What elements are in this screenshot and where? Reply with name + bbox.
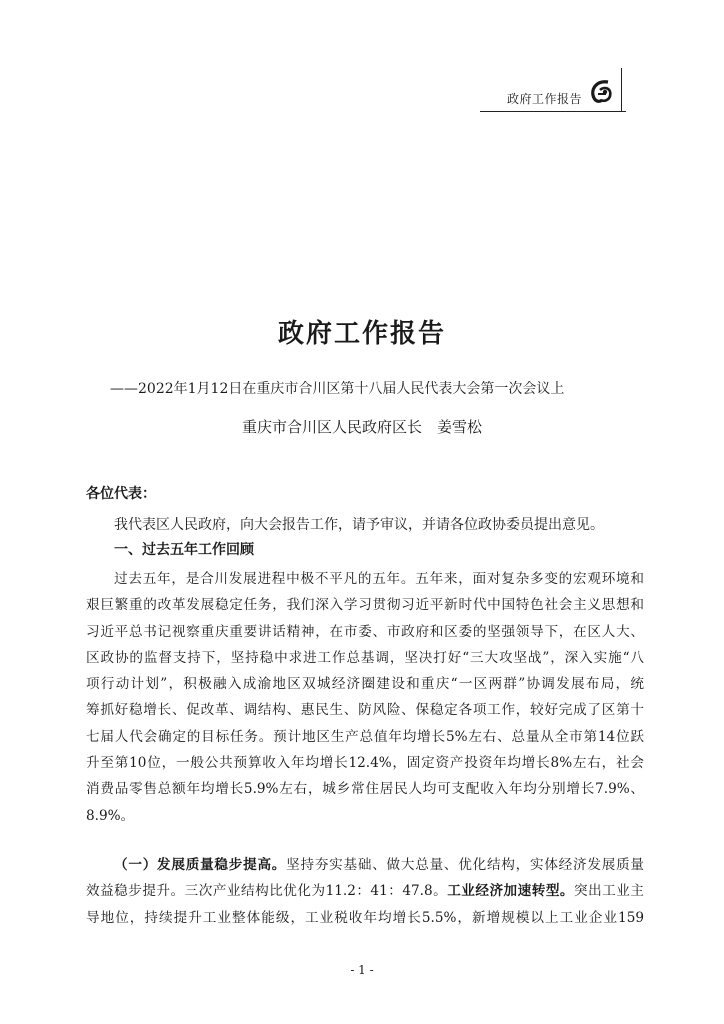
header-label: 政府工作报告: [507, 92, 583, 106]
paragraph-line: 消费品零售总额年均增长5.9%左右，城乡常住居民人均可支配收入年均分别增长7.9%、: [86, 781, 644, 798]
paragraph-line: 升至第10位，一般公共预算收入年均增长12.4%，固定资产投资年均增长8%左右，社会: [86, 755, 644, 772]
section-heading: 一、过去五年工作回顾: [114, 542, 254, 558]
header-rule: [480, 111, 626, 112]
paragraph-line: 区政协的监督支持下，坚持稳中求进工作总基调，坚决打好“三大攻坚战”，深入实施“八: [86, 649, 644, 666]
document-title: 政府工作报告: [277, 319, 446, 349]
speaker-line: 重庆市合川区人民政府区长 姜雪松: [241, 418, 482, 436]
paragraph-line: 导地位，持续提升工业整体能级，工业税收年均增长5.5%，新增规模以上工业企业159: [86, 909, 644, 926]
paragraph-line: 艰巨繁重的改革发展稳定任务，我们深入学习贯彻习近平新时代中国特色社会主义思想和: [86, 597, 644, 614]
paragraph-line: [86, 852, 644, 878]
paragraph-review: [86, 566, 644, 829]
header-vertical-rule: [621, 68, 622, 112]
subsection-heading: （一）发展质量稳步提高。: [114, 857, 287, 873]
paragraph-line: 七届人代会确定的目标任务。预计地区生产总值年均增长5%左右、总量从全市第14位跃: [86, 728, 644, 745]
paragraph-quality: [86, 852, 644, 931]
paragraph-text: 突出工业主: [574, 883, 644, 900]
paragraph-line: [86, 878, 644, 904]
government-emblem-icon: [586, 76, 618, 108]
paragraph-text: 坚持夯实基础、做大总量、优化结构，实体经济发展质量: [286, 857, 644, 873]
paragraph-line: 项行动计划”，积极融入成渝地区双城经济圈建设和重庆“一区两群”协调发展布局，统: [86, 676, 644, 693]
page-number: - 1 -: [350, 963, 374, 977]
document-subtitle: ——2022年1月12日在重庆市合川区第十八届人民代表大会第一次会议上: [110, 381, 565, 397]
paragraph-text: 效益稳步提升。三次产业结构比优化为11.2：41：47.8。: [86, 883, 448, 900]
intro-paragraph: 我代表区人民政府，向大会报告工作，请予审议，并请各位政协委员提出意见。: [114, 517, 604, 533]
salutation: 各位代表：: [86, 486, 156, 502]
paragraph-line: 习近平总书记视察重庆重要讲话精神，在市委、市政府和区委的坚强领导下，在区人大、: [86, 623, 644, 640]
paragraph-line: 过去五年，是合川发展进程中极不平凡的五年。五年来，面对复杂多变的宏观环境和: [114, 571, 644, 587]
paragraph-line: 筹抓好稳增长、促改革、调结构、惠民生、防风险、保稳定各项工作，较好完成了区第十: [86, 702, 644, 719]
paragraph-line: 8.9%。: [86, 807, 135, 824]
inline-heading: 工业经济加速转型。: [447, 883, 575, 900]
